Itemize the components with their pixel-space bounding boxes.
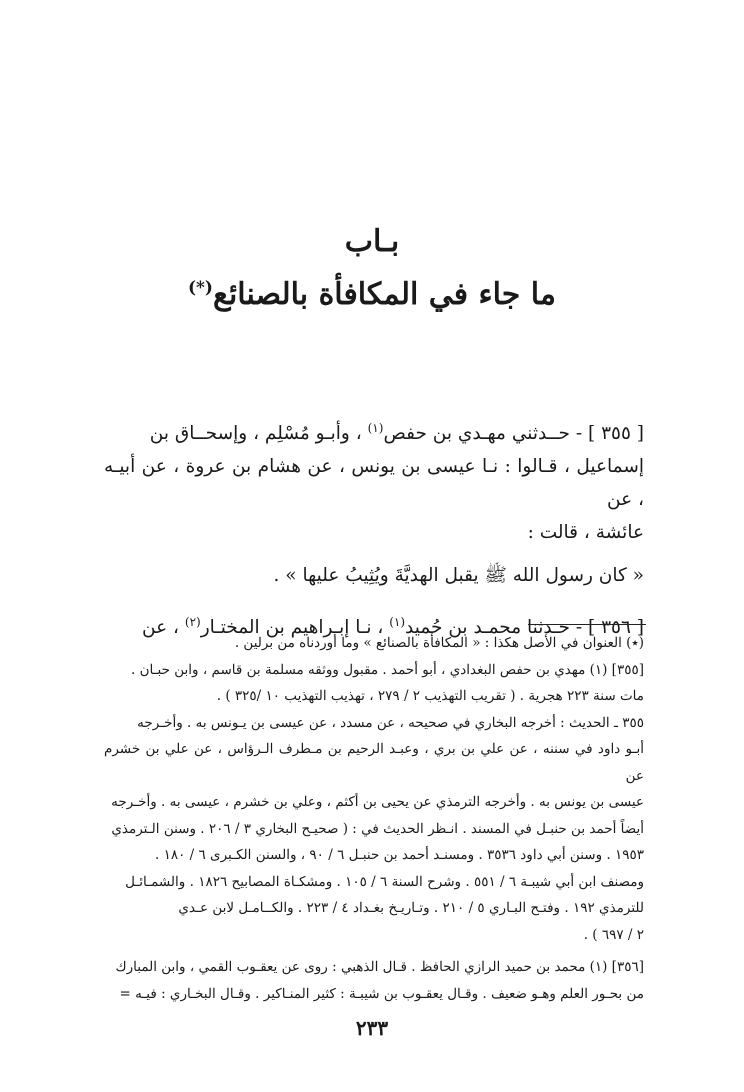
footnote-355-hadith-2: أبـو داود في سننه ، عن علي بن بري ، وعبـد الرحيم بن مـطرف الـرؤاس ، عن علي بن خشرم عن	[104, 741, 644, 784]
hadith-356-isnad-mid: ، نـا إبـراهيم بن المختـار	[200, 617, 384, 639]
footnote-title: (٭) العنوان في الأصل هكذا : « المكافأة بالصنائع » وما أوردناه من برلين .	[234, 635, 644, 651]
chapter-title-note-mark: (*)	[188, 278, 213, 298]
footnote-355-hadith-5: ١٩٥٣ . وسنن أبي داود ٣٥٣٦ . ومسنـد أحمد بن حنبـل ٦ / ٩٠ ، والسنن الكـبرى ٦ / ١٨٠ .	[154, 847, 644, 863]
footnote-356-1-cont: من بحـور العلم وهـو ضعيف . وقـال يعقـوب بن شيبـة : كثير المنـاكير . وقـال البخـاري : فيـه =	[119, 985, 644, 1002]
footnotes	[104, 630, 644, 1007]
footnote-355-hadith-7: للترمذي ١٩٢ . وفتـح البـاري ٥ / ٢١٠ . وتـاريـخ بغـداد ٤ / ٢٢٣ . والكــامـل لابن عـدي	[178, 900, 644, 916]
footnote-divider	[528, 624, 646, 625]
footnote-355-1-cont: مات سنة ٢٢٣ هجرية . ( تقريب التهذيب ٢ / ٢٧٩ ، تهذيب التهذيب ١٠ /٣٢٥ ) .	[216, 688, 644, 704]
hadith-355-isnad-start: [ ٣٥٥ ] - حــدثني مهـدي بن حفص	[383, 423, 644, 445]
footnote-355-hadith-6: ومصنف ابن أبي شيبـة ٦ / ٥٥١ . وشرح السنة ٦ / ١٠٥ . ومشكـاة المصابيح ١٨٢٦ . والشمـائـل	[125, 873, 644, 890]
hadith-356-isnad-start: [ ٣٥٦ ] - حـدثنا محمـد بن حُميد	[405, 617, 644, 639]
footnote-ref-356-2: (٢)	[184, 615, 201, 630]
chapter-title	[0, 268, 744, 315]
footnote-356-1: [٣٥٦] (١) محمد بن حميد الرازي الحافظ . قـال الذهبي : روى عن يعقـوب القمي ، وابن المبارك	[115, 959, 644, 975]
hadith-355-line-3: عائشة ، قالت :	[527, 522, 644, 544]
footnote-355-1: [٣٥٥] (١) مهدي بن حفص البغدادي ، أبو أحمد . مقبول ووثقه مسلمة بن قاسم ، وابن حبـان .	[130, 661, 644, 678]
footnote-355-hadith-4: أيضاً أحمد بن حنبـل في المسند . انـظر الحديث في : ( صحيـح البخاري ٣ / ٢٠٦ . وسنن الـترمذي	[111, 820, 644, 837]
page-number: ٢٣٣	[355, 1016, 389, 1040]
footnote-355-hadith-1: ٣٥٥ ـ الحديث : أخرجه البخاري في صحيحه ، عن مسدد ، عن عيسى بن يـونس به . وأخـرجه	[137, 714, 644, 731]
hadith-355-line-1	[104, 412, 644, 450]
hadith-355-matn: « كان رسول الله ﷺ يقبل الهديَّةَ ويُثِيبُ عليها » .	[273, 565, 644, 587]
hadith-355-line-2: إسماعيل ، قـالوا : نـا عيسى بن يونس ، عن هشام بن عروة ، عن أبيـه ، عن	[104, 456, 644, 511]
hadith-356-isnad-end: ، عن	[142, 617, 179, 639]
footnote-355-hadith-3: عيسى بن يونس به . وأخرجه الترمذي عن يحيى بن أكثم ، وعلي بن خشرم ، عيسى به . وأخـرجه	[111, 794, 644, 810]
hadith-355-isnad-cont: ، وأبـو مُسْلِم ، وإسحــاق بن	[149, 423, 362, 445]
hadith-text	[104, 412, 644, 644]
footnote-ref-1: (١)	[367, 421, 384, 435]
chapter-label: بـاب	[344, 224, 400, 259]
chapter-title-text: ما جاء في المكافأة بالصنائع	[212, 277, 556, 312]
footnote-355-hadith-8: ٢ / ٦٩٧ ) .	[583, 926, 644, 943]
footnote-ref-356-1: (١)	[389, 615, 406, 630]
